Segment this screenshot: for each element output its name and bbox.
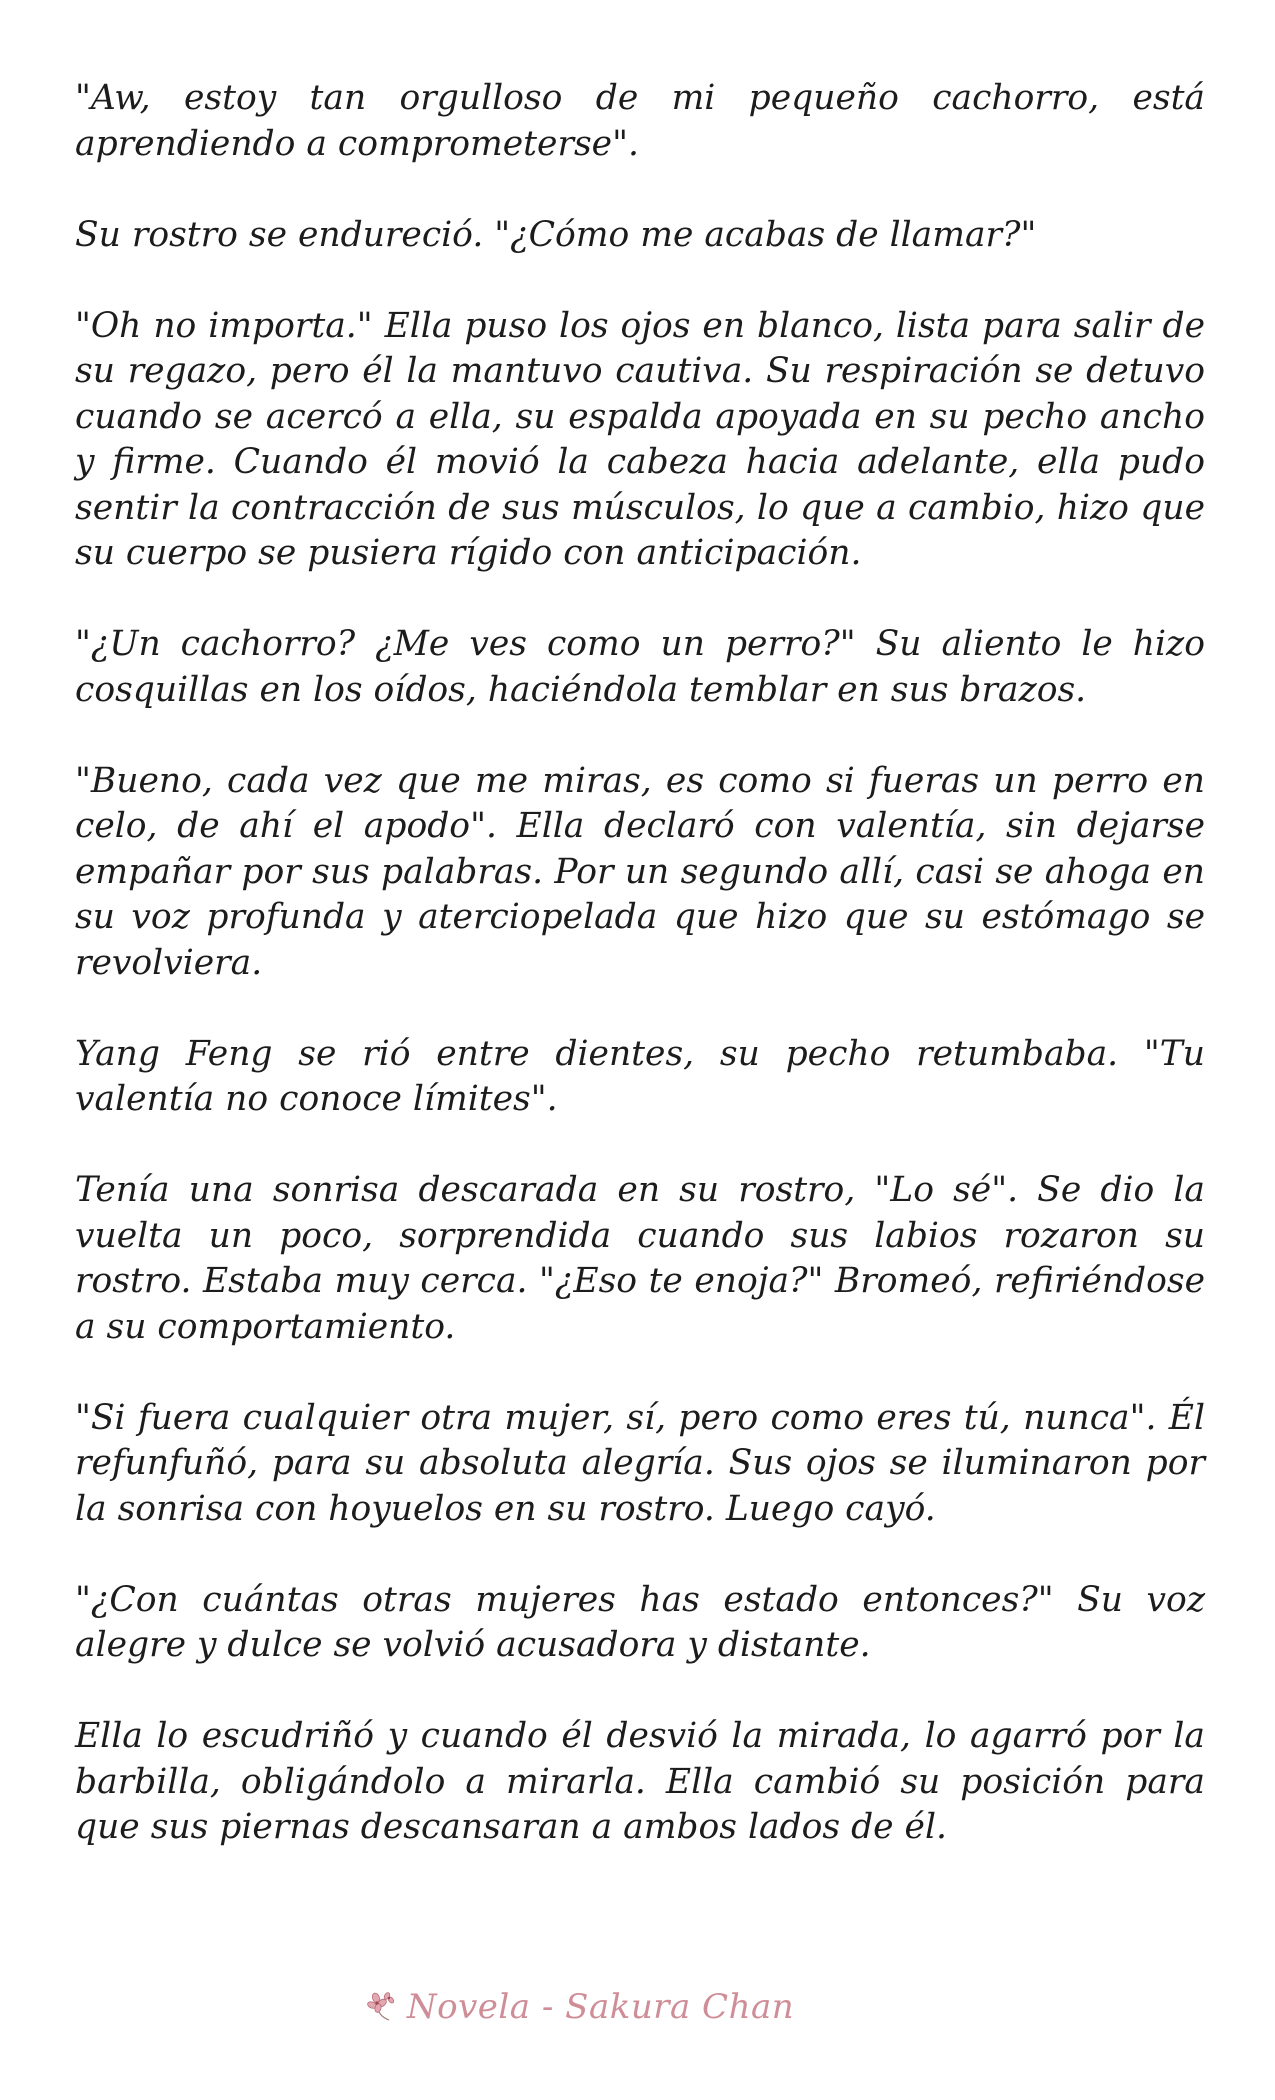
story-text	[75, 76, 1205, 1851]
paragraph-3: "Oh no importa." Ella puso los ojos en blanco, lista para salir de su regazo, pero él la mantuvo cautiva. Su respiración se detuvo cuando se acercó a ella, su espalda apoyada en su pecho ancho y firme. Cuando él movió la cabeza hacia adelante, ella pudo sentir la contracción de sus músculos, lo que a cambio, hizo que su cuerpo se pusiera rígido con anticipación.	[75, 305, 1205, 573]
paragraph-1: "Aw, estoy tan orgulloso de mi pequeño cachorro, está aprendiendo a comprometerse".	[75, 78, 1205, 164]
paragraph-5: "Bueno, cada vez que me miras, es como si fueras un perro en celo, de ahí el apodo". Ella declaró con valentía, sin dejarse empañar por sus palabras. Por un segundo allí, casi se ahoga en su voz profunda y aterciopelada que hizo que su estómago se revolviera.	[75, 760, 1205, 983]
paragraph-2: Su rostro se endureció. "¿Cómo me acabas de llamar?"	[75, 214, 1037, 255]
paragraph-6: Yang Feng se rió entre dientes, su pecho retumbaba. "Tu valentía no conoce límites".	[75, 1033, 1205, 1119]
watermark-text: Novela - Sakura Chan	[406, 1987, 795, 2027]
paragraph-7: Tenía una sonrisa descarada en su rostro, "Lo sé". Se dio la vuelta un poco, sorprendida cuando sus labios rozaron su rostro. Estaba muy cerca. "¿Eso te enoja?" Bromeó, refiriéndose a su comportamiento.	[75, 1170, 1205, 1347]
paragraph-10: Ella lo escudriñó y cuando él desvió la mirada, lo agarró por la barbilla, obligándolo a mirarla. Ella cambió su posición para que sus piernas descansaran a ambos lados de él.	[75, 1716, 1205, 1847]
paragraph-4: "¿Un cachorro? ¿Me ves como un perro?" Su aliento le hizo cosquillas en los oídos, haciéndola temblar en sus brazos.	[75, 624, 1205, 710]
cherry-blossom-icon	[365, 1990, 399, 2024]
watermark-content	[365, 1987, 794, 2027]
watermark	[0, 1982, 1275, 2032]
paragraph-9: "¿Con cuántas otras mujeres has estado entonces?" Su voz alegre y dulce se volvió acusadora y distante.	[75, 1579, 1205, 1665]
paragraph-8: "Si fuera cualquier otra mujer, sí, pero como eres tú, nunca". Él refunfuñó, para su absoluta alegría. Sus ojos se iluminaron por la sonrisa con hoyuelos en su rostro. Luego cayó.	[75, 1397, 1205, 1529]
